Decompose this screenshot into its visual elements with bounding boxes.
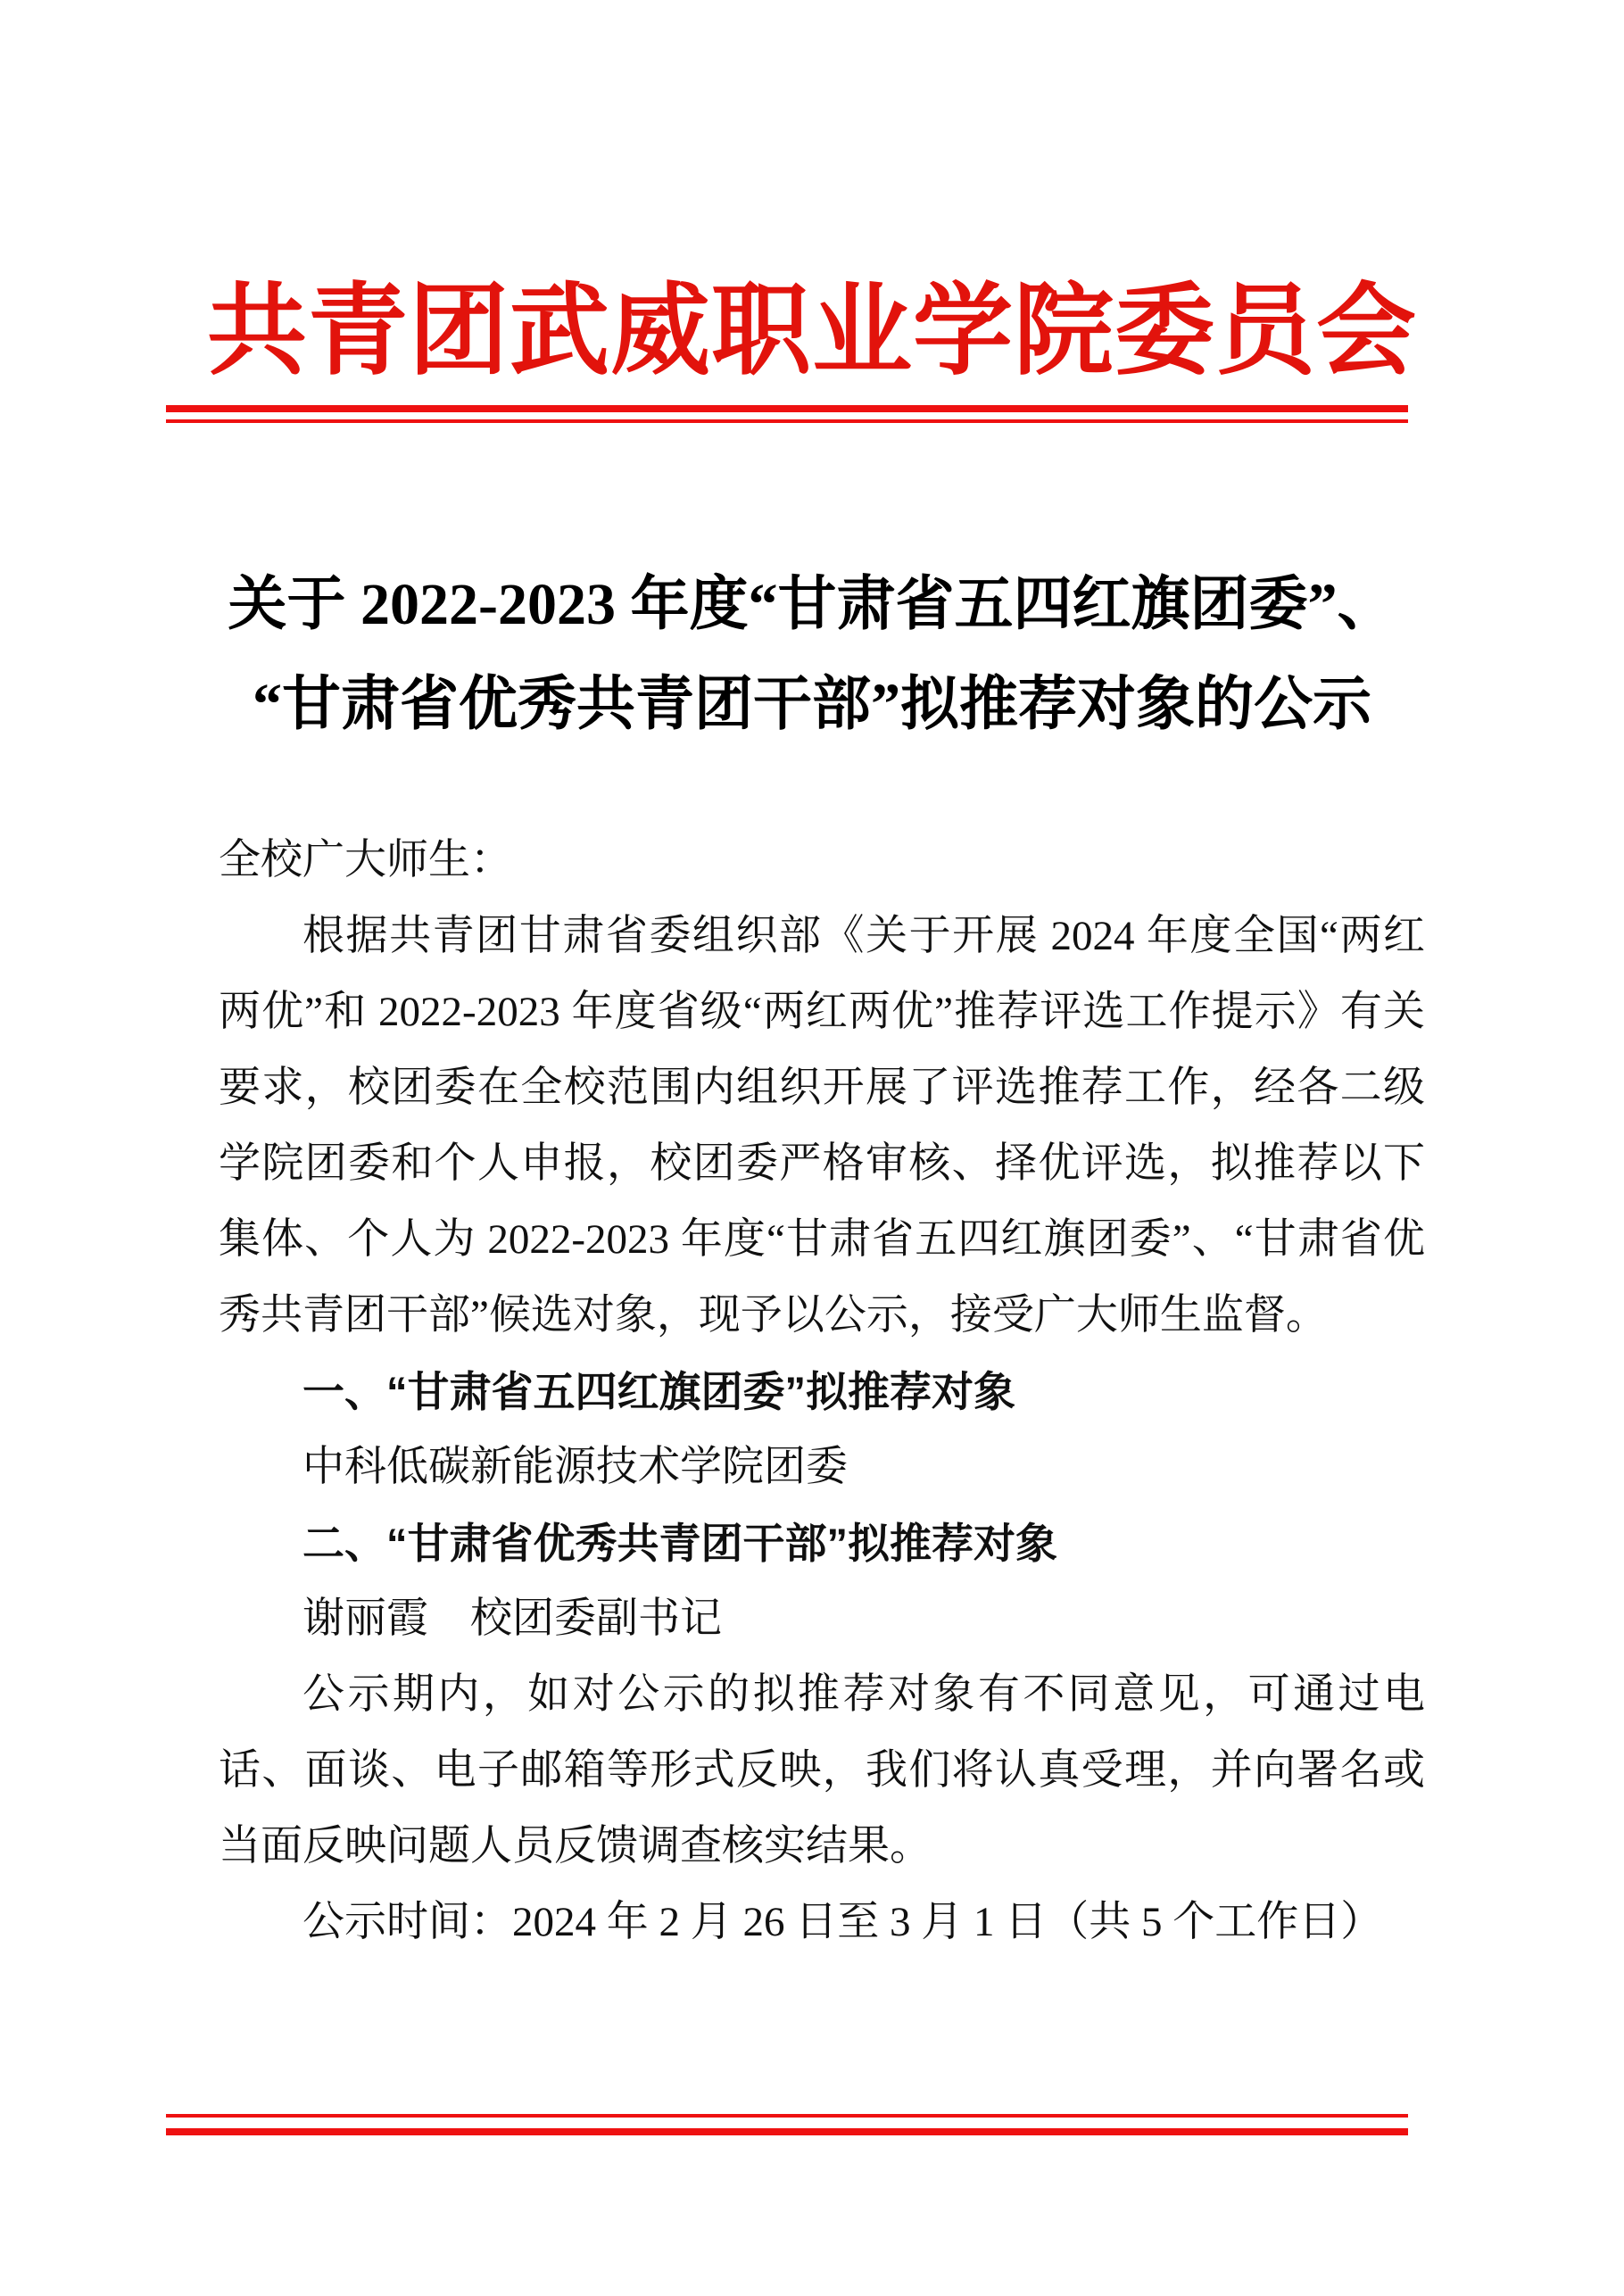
doc-title-line-2: “甘肃省优秀共青团干部”拟推荐对象的公示 <box>253 672 1371 737</box>
doc-body <box>219 823 1425 1960</box>
doc-title-line-1: 关于 2022-2023 年度“甘肃省五四红旗团委”、 <box>228 572 1396 637</box>
footer-rule-thick <box>166 2128 1408 2135</box>
letterhead-rule-thin <box>166 419 1408 423</box>
salutation: 全校广大师生： <box>219 837 512 883</box>
paragraph-intro: 根据共青团甘肃省委组织部《关于开展 2024 年度全国“两红两优”和 2022-2023 年度省级“两红两优”推荐评选工作提示》有关要求，校团委在全校范围内组织开展了评选推荐工作，经各二级学院团委和个人申报，校团委严格审核、择优评选，拟推荐以下集体、个人为 2022-2023 年度“甘肃省五四红旗团委”、“甘肃省优秀共青团干部”候选对象，现予以公示，接受广大师生监督。 <box>219 913 1425 1339</box>
letterhead-rule-thick <box>166 405 1408 412</box>
footer-rule-thin <box>166 2114 1408 2118</box>
recommended-collective: 中科低碳新能源技术学院团委 <box>302 1444 848 1490</box>
recommended-individual: 谢丽霞 校团委副书记 <box>302 1596 722 1642</box>
publicity-period: 公示时间：2024 年 2 月 26 日至 3 月 1 日（共 5 个工作日） <box>302 1899 1383 1945</box>
letterhead-org-title: 共青团武威职业学院委员会 <box>207 277 1417 387</box>
section-heading-red-flag-committee: 一、“甘肃省五四红旗团委”拟推荐对象 <box>302 1368 1015 1415</box>
doc-title <box>98 555 1526 755</box>
paragraph-feedback: 公示期内，如对公示的拟推荐对象有不同意见，可通过电话、面谈、电子邮箱等形式反映，我们将认真受理，并向署名或当面反映问题人员反馈调查核实结果。 <box>219 1671 1425 1869</box>
section-heading-outstanding-cadre: 二、“甘肃省优秀共青团干部”拟推荐对象 <box>302 1520 1057 1567</box>
